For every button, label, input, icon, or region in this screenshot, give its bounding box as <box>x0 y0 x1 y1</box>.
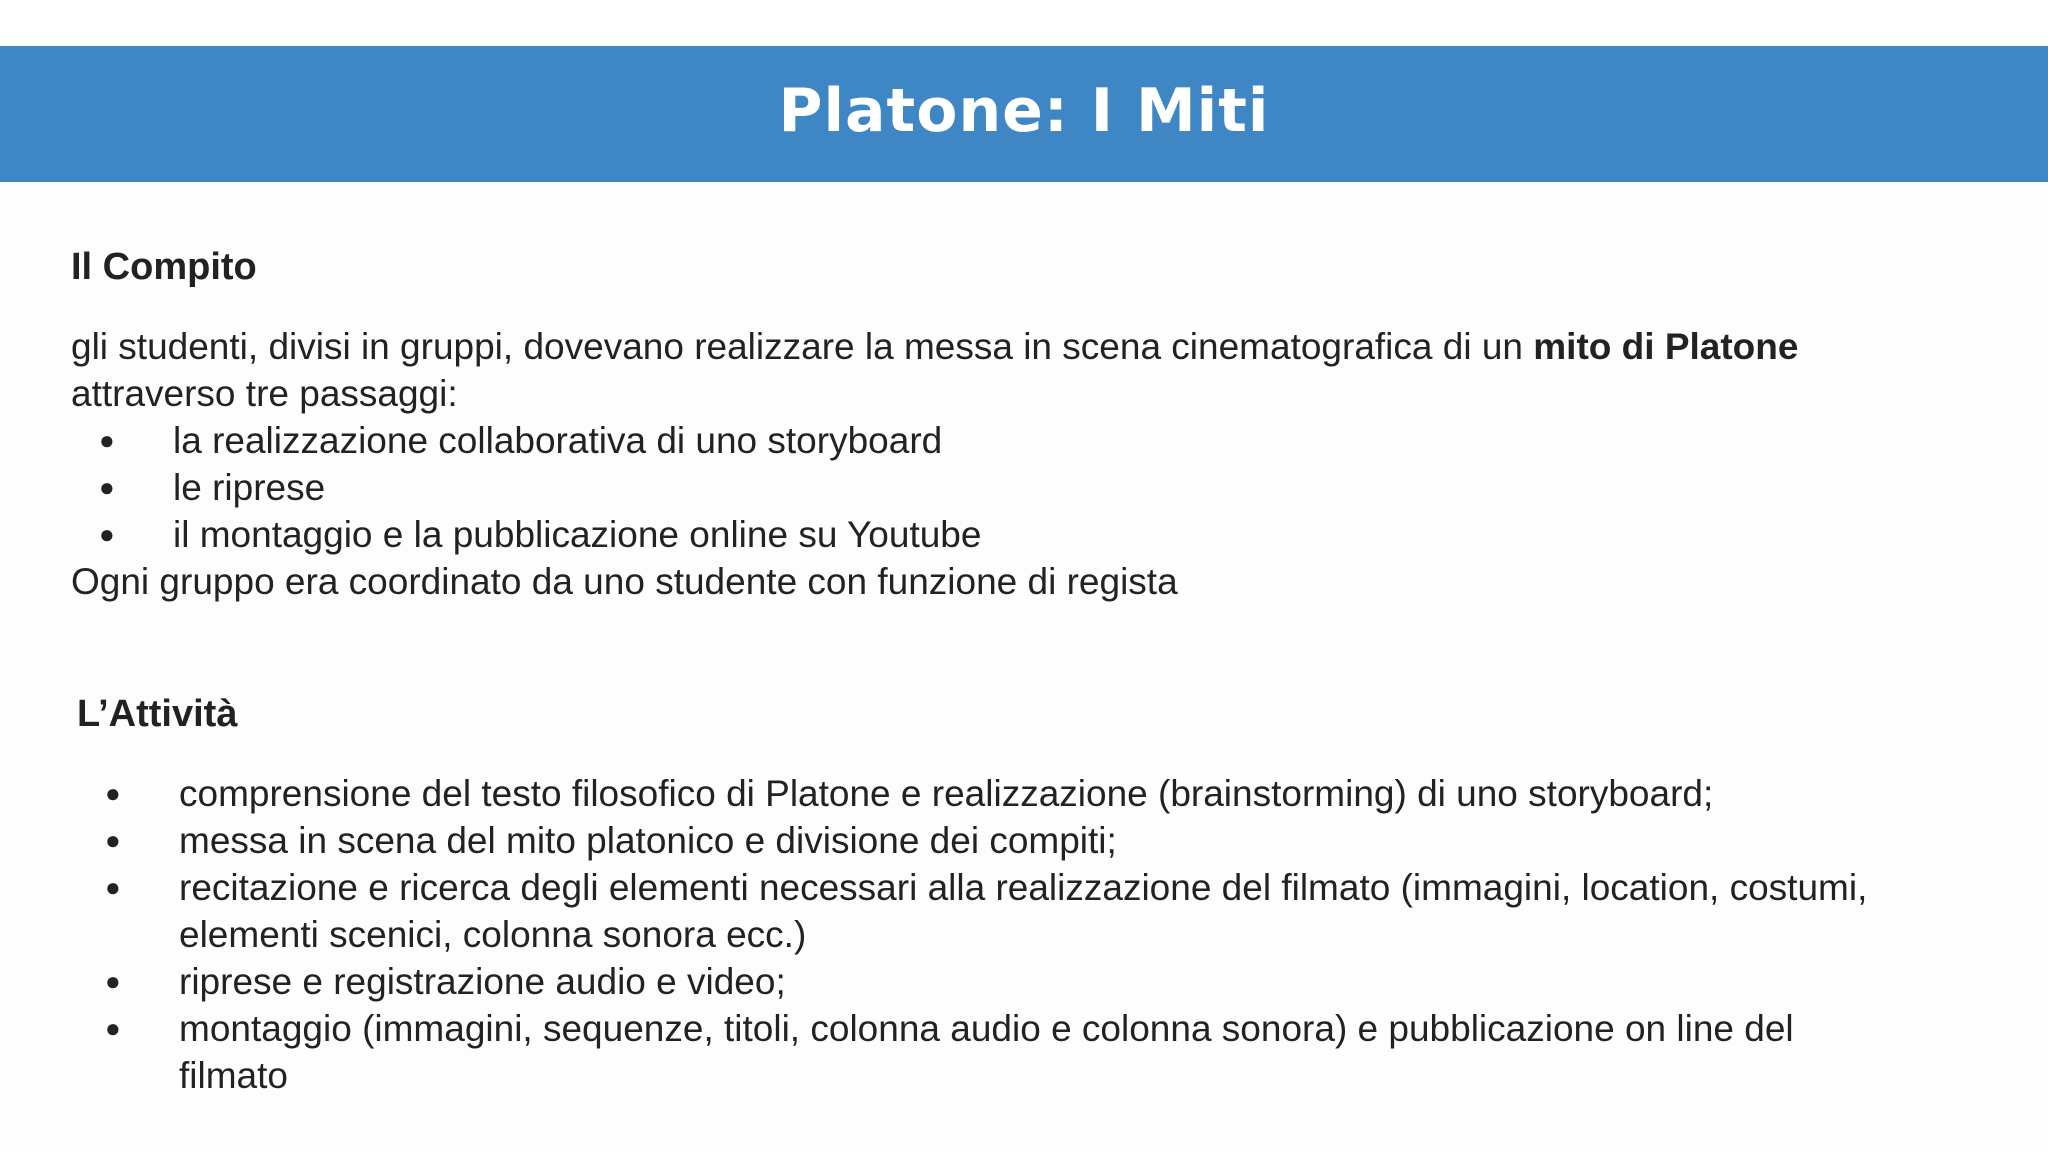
compito-bullet-text: le riprese <box>173 467 326 508</box>
list-item <box>77 958 2037 1005</box>
attivita-bullet-text-cont: filmato <box>179 1055 288 1096</box>
compito-closing: Ogni gruppo era coordinato da uno studente con funzione di regista <box>71 561 1178 602</box>
list-item <box>77 817 2037 864</box>
attivita-bullet-text: messa in scena del mito platonico e divisione dei compiti; <box>179 820 1117 861</box>
bullet-icon: ● <box>105 872 121 902</box>
compito-intro <box>71 323 2031 417</box>
attivita-bullet-text: montaggio (immagini, sequenze, titoli, colonna audio e colonna sonora) e pubblicazione on line del <box>179 1008 1794 1049</box>
bullet-icon: ● <box>105 778 121 808</box>
title-bar <box>0 46 2048 182</box>
list-item <box>77 770 2037 817</box>
bullet-icon: ● <box>105 1013 121 1043</box>
compito-intro-line2: attraverso tre passaggi: <box>71 373 458 414</box>
list-item <box>71 464 1971 511</box>
list-item <box>77 1005 2037 1099</box>
bullet-icon: ● <box>105 966 121 996</box>
attivita-bullet-text: riprese e registrazione audio e video; <box>179 961 786 1002</box>
compito-heading: Il Compito <box>71 246 257 288</box>
bullet-icon: ● <box>99 472 115 502</box>
slide-title: Platone: I Miti <box>778 76 1270 146</box>
compito-bullet-text: il montaggio e la pubblicazione online su Youtube <box>173 514 982 555</box>
list-item <box>77 864 2037 958</box>
bullet-icon: ● <box>99 425 115 455</box>
compito-bullet-text: la realizzazione collaborativa di uno storyboard <box>173 420 943 461</box>
compito-intro-text: gli studenti, divisi in gruppi, dovevano realizzare la messa in scena cinematografica di un <box>71 326 1534 367</box>
list-item <box>71 511 1971 558</box>
compito-intro-bold: mito di Platone <box>1533 326 1799 367</box>
bullet-icon: ● <box>99 519 115 549</box>
attivita-bullet-text-cont: elementi scenici, colonna sonora ecc.) <box>179 914 807 955</box>
bullet-icon: ● <box>105 825 121 855</box>
attivita-heading: L’Attività <box>77 693 238 735</box>
attivita-bullet-text: comprensione del testo filosofico di Platone e realizzazione (brainstorming) di uno storyboard; <box>179 773 1714 814</box>
compito-bullet-list <box>71 417 1971 558</box>
attivita-bullet-text: recitazione e ricerca degli elementi necessari alla realizzazione del filmato (immagini, location, costumi, <box>179 867 1868 908</box>
top-strip <box>0 0 2048 46</box>
attivita-bullet-list <box>77 770 2037 1099</box>
list-item <box>71 417 1971 464</box>
